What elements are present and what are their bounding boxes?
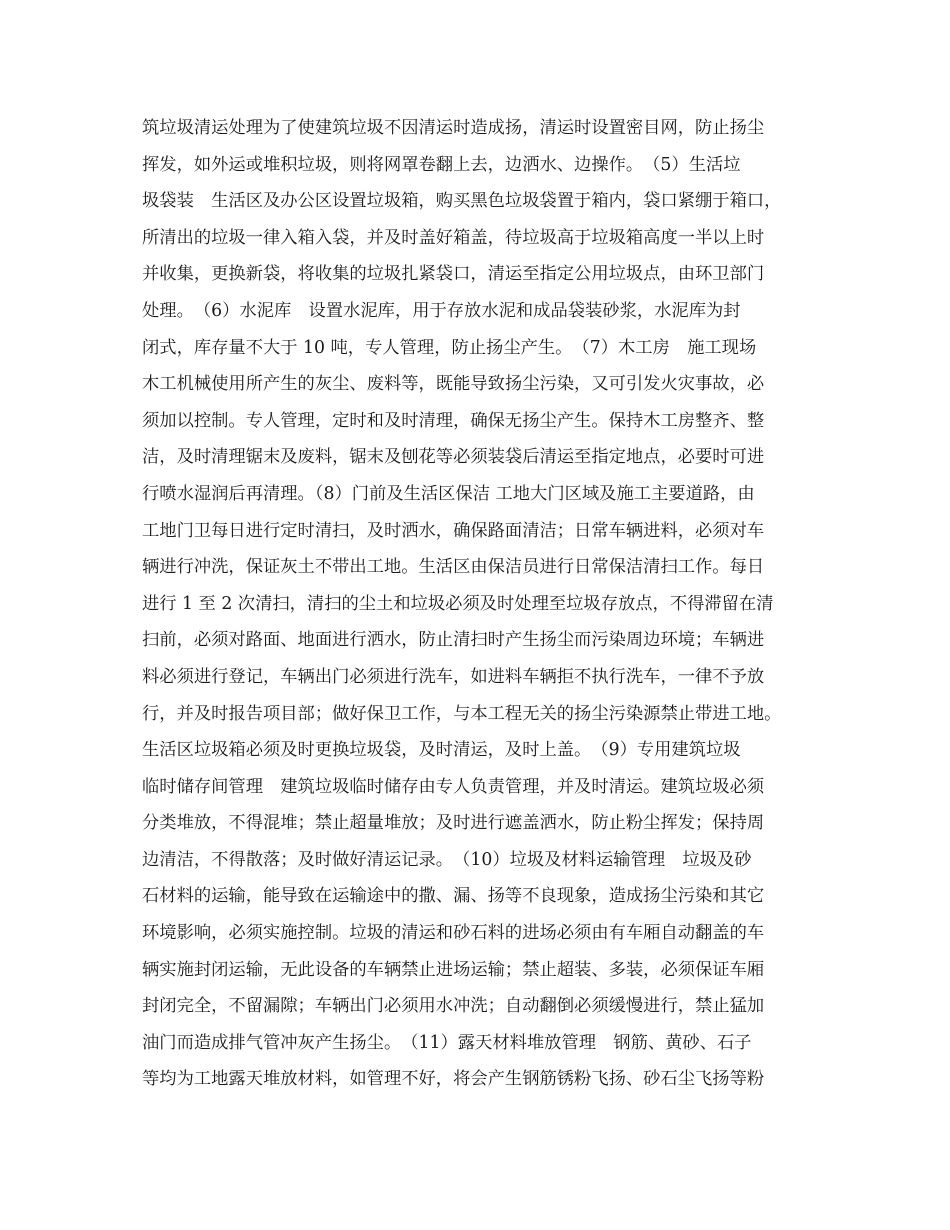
text-line-7: 闭式，库存量不大于 10 吨，专人管理，防止扬尘产生。 （7）木工房 施工现场	[142, 337, 757, 358]
text-line-17: 行，并及时报告项目部；做好保卫工作，与本工程无关的扬尘污染源禁止带进工地。	[142, 703, 782, 724]
text-line-9: 须加以控制。专人管理，定时和及时清理，确保无扬尘产生。保持木工房整齐、整	[142, 410, 765, 431]
text-line-3: 圾袋装 生活区及办公区设置垃圾箱，购买黑色垃圾袋置于箱内，袋口紧绷于箱口，	[142, 191, 782, 212]
text-line-6: 处理。 （6）水泥库 设置水泥库，用于存放水泥和成品袋装砂浆，水泥库为封	[142, 300, 741, 321]
text-line-21: 边清洁，不得散落；及时做好清运记录。 （10）垃圾及材料运输管理 垃圾及砂	[142, 849, 752, 870]
text-line-1: 筑垃圾清运处理为了使建筑垃圾不因清运时造成扬，清运时设置密目网，防止扬尘	[142, 118, 765, 138]
text-line-2: 挥发，如外运或堆积垃圾，则将网罩卷翻上去，边洒水、边操作。 （5）生活垃	[142, 154, 741, 175]
text-line-12: 工地门卫每日进行定时清扫，及时洒水，确保路面清洁；日常车辆进料，必须对车	[142, 520, 765, 541]
text-line-25: 封闭完全，不留漏隙；车辆出门必须用水冲洗；自动翻倒必须缓慢进行，禁止猛加	[142, 996, 765, 1017]
text-line-15: 扫前，必须对路面、地面进行洒水，防止清扫时产生扬尘而污染周边环境；车辆进	[142, 630, 765, 651]
text-line-5: 并收集，更换新袋，将收集的垃圾扎紧袋口，清运至指定公用垃圾点，由环卫部门	[142, 264, 765, 285]
text-line-4: 所清出的垃圾一律入箱入袋，并及时盖好箱盖，待垃圾高于垃圾箱高度一半以上时	[142, 227, 765, 248]
text-line-27: 等均为工地露天堆放材料，如管理不好，将会产生钢筋锈粉飞扬、砂石尘飞扬等粉	[142, 1069, 765, 1090]
text-line-8: 木工机械使用所产生的灰尘、废料等，既能导致扬尘污染，又可引发火灾事故，必	[142, 374, 765, 395]
text-line-24: 辆实施封闭运输，无此设备的车辆禁止进场运输；禁止超装、多装，必须保证车厢	[142, 959, 765, 980]
text-line-11: 行喷水湿润后再清理。（8）门前及生活区保洁 工地大门区域及施工主要道路，由	[142, 483, 755, 504]
text-line-18: 生活区垃圾箱必须及时更换垃圾袋，及时清运，及时上盖。 （9）专用建筑垃圾	[142, 740, 741, 761]
text-line-16: 料必须进行登记，车辆出门必须进行洗车，如进料车辆拒不执行洗车，一律不予放	[142, 666, 765, 687]
text-line-26: 油门而造成排气管冲灰产生扬尘。 （11）露天材料堆放管理 钢筋、黄砂、石子	[142, 1032, 752, 1053]
text-line-19: 临时储存间管理 建筑垃圾临时储存由专人负责管理，并及时清运。建筑垃圾必须	[142, 776, 765, 797]
text-line-22: 石材料的运输，能导致在运输途中的撒、漏、扬等不良现象，造成扬尘污染和其它	[142, 886, 765, 907]
text-line-10: 洁，及时清理锯末及废料，锯末及刨花等必须装袋后清运至指定地点，必要时可进	[142, 447, 765, 468]
body-text	[142, 110, 832, 1098]
text-line-13: 辆进行冲洗，保证灰土不带出工地。生活区由保洁员进行日常保洁清扫工作。每日	[142, 557, 765, 578]
text-line-14: 进行 1 至 2 次清扫，清扫的尘土和垃圾必须及时处理至垃圾存放点，不得滞留在清	[142, 593, 774, 614]
text-line-23: 环境影响，必须实施控制。垃圾的清运和砂石料的进场必须由有车厢自动翻盖的车	[142, 923, 765, 944]
text-line-20: 分类堆放，不得混堆；禁止超量堆放；及时进行遮盖洒水，防止粉尘挥发；保持周	[142, 813, 765, 834]
